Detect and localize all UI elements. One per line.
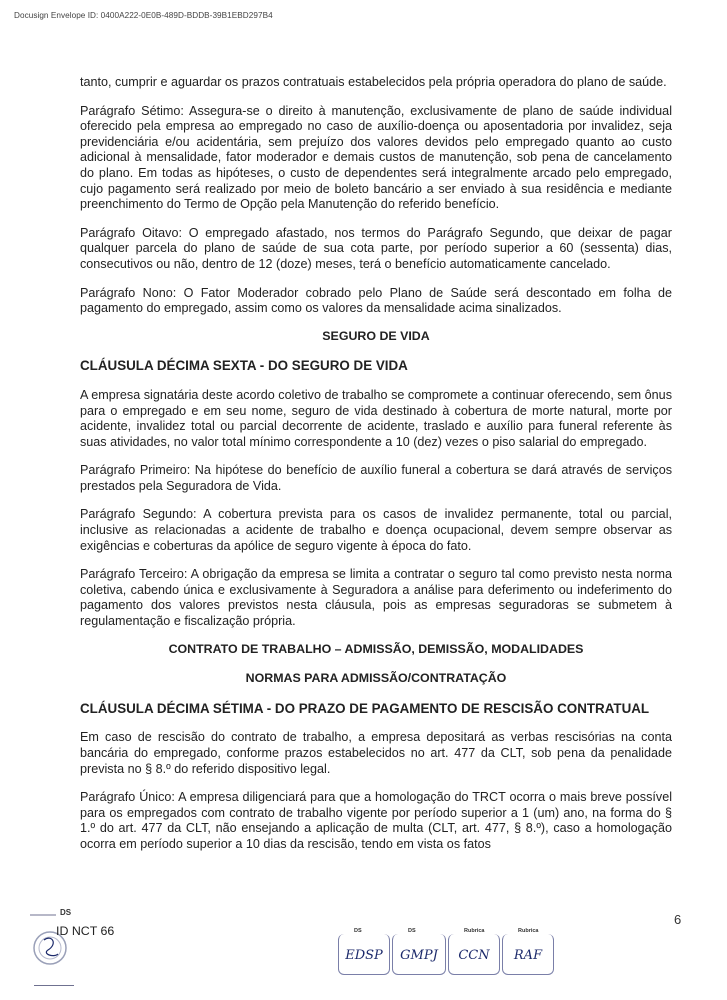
initials-signature: GMPJ: [400, 948, 438, 963]
paragraph-seguro-terceiro: Parágrafo Terceiro: A obrigação da empresa se limita a contratar o seguro tal como previsto nesta norma coletiva, cabendo única e exclusivamente à Seguradora a análise para deferimento ou indeferimento do pagamento dos valores previstos nesta cláusula, pois as empresas seguradoras se submetem à regulamentação e fiscalização própria.: [80, 567, 672, 629]
clause-heading-17: CLÁUSULA DÉCIMA SÉTIMA - DO PRAZO DE PAGAMENTO DE RESCISÃO CONTRATUAL: [80, 700, 650, 716]
initials-box-4: [502, 928, 554, 975]
initials-signature: EDSP: [345, 948, 383, 963]
initials-box-2: [392, 928, 446, 975]
initials-box-label: DS: [354, 928, 362, 934]
initials-box-1: [338, 928, 390, 975]
envelope-id: Docusign Envelope ID: 0400A222-0E0B-489D-BDDB-39B1EBD297B4: [14, 11, 273, 20]
paragraph-rescisao-caput: Em caso de rescisão do contrato de trabalho, a empresa depositará as verbas rescisórias na conta bancária do empregado, conforme prazos estabelecidos no art. 477 da CLT, sob pena da penalidade prevista no § 8.º do referido dispositivo legal.: [80, 730, 672, 776]
section-heading-seguro: SEGURO DE VIDA: [322, 328, 430, 343]
section-heading-contrato: CONTRATO DE TRABALHO – ADMISSÃO, DEMISSÃO, MODALIDADES: [168, 641, 584, 656]
initials-box-label: Rubrica: [518, 928, 539, 934]
paragraph-rescisao-unico: Parágrafo Único: A empresa diligenciará para que a homologação do TRCT ocorra o mais breve possível para os empregados com contrato de trabalho vigente por período superior a 1 (um) ano, na forma do § 1.º do art. 477 da CLT, não ensejando a aplicação de multa (CLT, art. 477, § 8.º), caso a homologação ocorra em período superior a 10 dias da rescisão, tendo em vista os fatos: [80, 790, 672, 851]
paragraph-seguro-primeiro: Parágrafo Primeiro: Na hipótese do benefício de auxílio funeral a cobertura se dará através de serviços prestados pela Seguradora de Vida.: [80, 463, 672, 493]
initials-box-3: [448, 928, 500, 975]
initials-signature: CCN: [458, 948, 490, 963]
section-heading-normas: NORMAS PARA ADMISSÃO/CONTRATAÇÃO: [245, 671, 507, 686]
seal-label: DS: [60, 908, 72, 917]
footer-divider: [34, 985, 74, 986]
document-body: [80, 75, 672, 866]
initials-signature: RAF: [513, 948, 543, 963]
page-number: 6: [674, 912, 682, 927]
seal-icon: [30, 910, 70, 970]
clause-heading-16: CLÁUSULA DÉCIMA SEXTA - DO SEGURO DE VIDA: [80, 358, 408, 374]
paragraph-setimo: Parágrafo Sétimo: Assegura-se o direito à manutenção, exclusivamente de plano de saúde individual oferecido pela empresa ao empregado no caso de auxílio-doença ou aposentadoria por invalidez, seja previdenciária e/ou acidentária, sem prejuízo dos valores devidos pelo empregado quanto ao custo adicional à mensalidade, fator moderador e demais custos de manutenção, sob pena de cancelamento do plano. Em todas as hipóteses, o custo de dependentes será integralmente arcado pelo empregado, cujo pagamento será realizado por meio de boleto bancário a ser enviado à sua residência e mediante preenchimento do Termo de Opção pela Manutenção do referido benefício.: [80, 103, 672, 212]
paragraph-nono: Parágrafo Nono: O Fator Moderador cobrado pelo Plano de Saúde será descontado em folha de pagamento do empregado, assim como os valores da mensalidade acima sinalizados.: [80, 285, 672, 316]
paragraph-oitavo: Parágrafo Oitavo: O empregado afastado, nos termos do Parágrafo Segundo, que deixar de pagar qualquer parcela do plano de saúde de sua cota parte, por período superior a 60 (sessenta) dias, consecutivos ou não, dentro de 12 (doze) meses, terá o benefício automaticamente cancelado.: [80, 225, 672, 271]
footer-id: ID NCT 66: [56, 924, 115, 938]
paragraph-continuation: tanto, cumprir e aguardar os prazos contratuais estabelecidos pela própria operadora do plano de saúde.: [80, 75, 667, 89]
paragraph-seguro-segundo: Parágrafo Segundo: A cobertura prevista para os casos de invalidez permanente, total ou parcial, inclusive as relacionadas a acidente de trabalho e doença ocupacional, devem sempre observar as exigências e coberturas da apólice de seguro vigente à época do fato.: [80, 507, 672, 553]
seal-stamp: [30, 910, 70, 975]
paragraph-seguro-caput: A empresa signatária deste acordo coletivo de trabalho se compromete a continuar oferecendo, sem ônus para o empregado e em seu nome, seguro de vida destinado à cobertura de morte natural, morte por acidente, invalidez total ou parcial decorrente de acidente, traslado e auxílio para funeral referente às suas atividades, no valor total mínimo correspondente a 10 (dez) vezes o piso salarial do empregado.: [80, 387, 672, 449]
initials-box-label: DS: [408, 928, 416, 934]
initials-box-label: Rubrica: [464, 928, 485, 934]
